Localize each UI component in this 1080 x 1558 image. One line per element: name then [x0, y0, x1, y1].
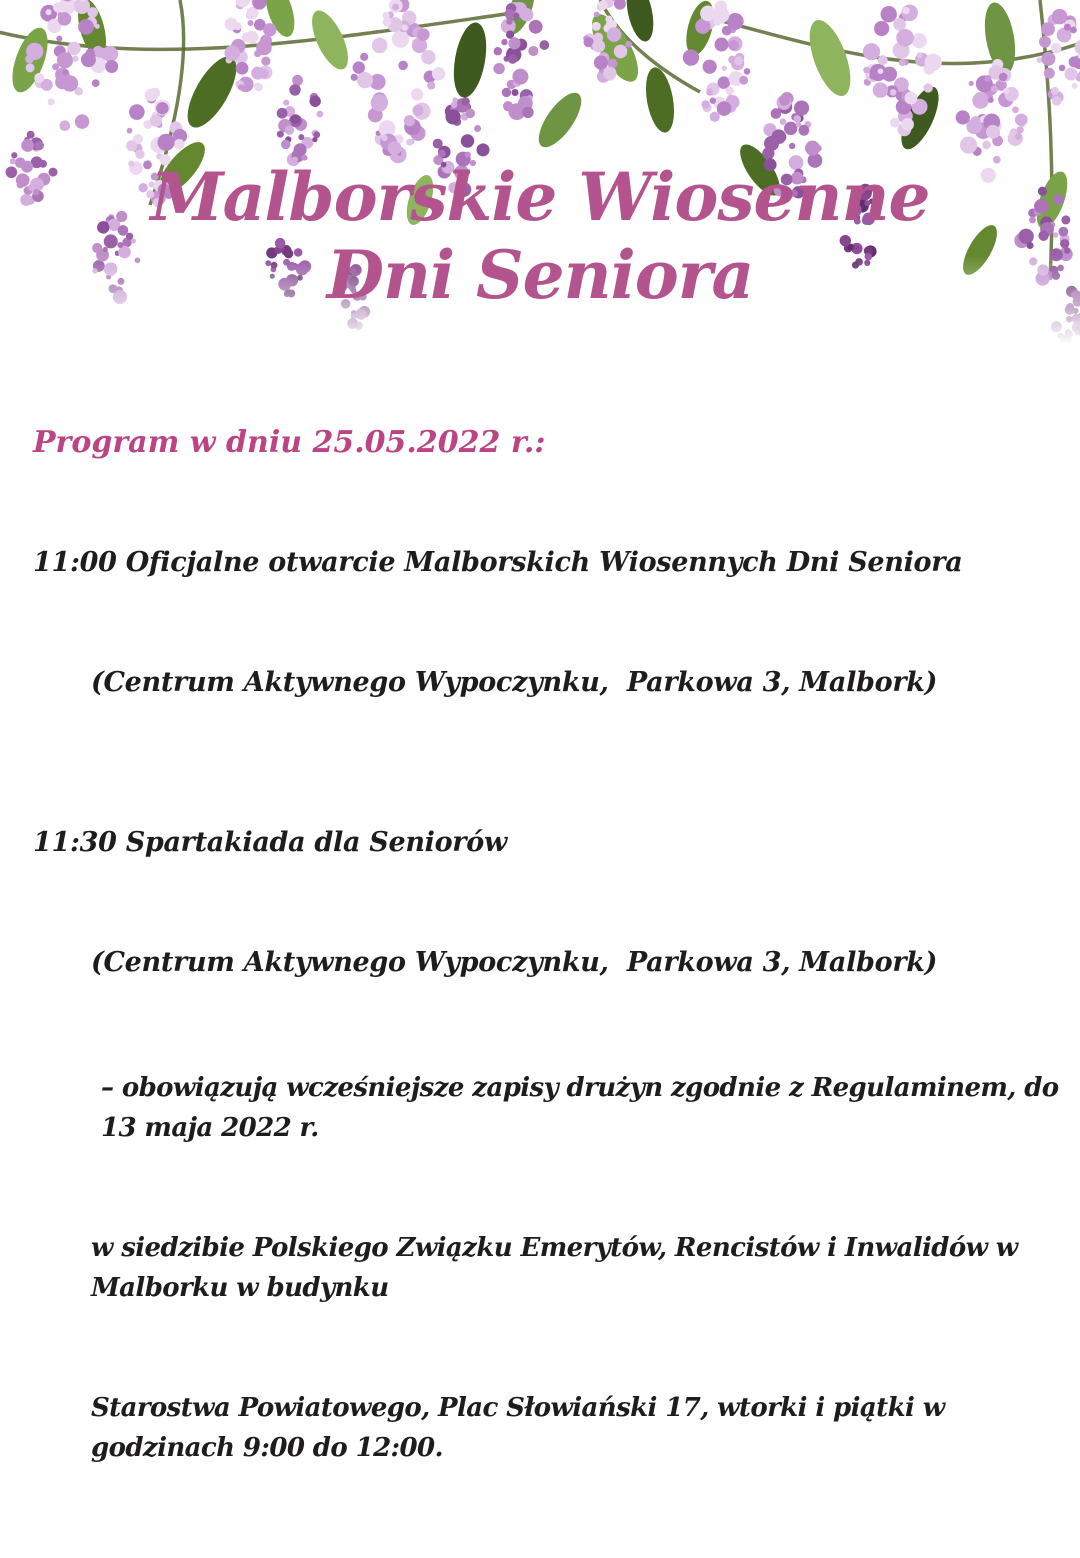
program-header-day1: Program w dniu 25.05.2022 r.: [33, 425, 546, 460]
program-line: (Centrum Aktywnego Wypoczynku, Parkowa 3, Malbork) [91, 947, 938, 978]
program-line: 11:30 Spartakiada dla Seniorów [33, 827, 507, 858]
page-title [0, 0, 1080, 314]
program-line: – obowiązują wcześniejsze zapisy drużyn zgodnie z Regulaminem, do 13 maja 2022 r. [101, 1073, 1067, 1143]
program-line: Starostwa Powiatowego, Plac Słowiański 17, wtorki i piątki w godzinach 9:00 do 12:00. [91, 1393, 953, 1463]
program-line: w siedzibie Polskiego Związku Emerytów, Rencistów i Inwalidów w Malborku w budynku [91, 1233, 1027, 1303]
title-line1: Malborskie Wiosenne [150, 158, 930, 236]
title-line2: Dni Seniora [326, 236, 754, 314]
program-line: (Centrum Aktywnego Wypoczynku, Parkowa 3, Malbork) [91, 667, 938, 698]
program [0, 314, 1080, 1558]
program-line: 11:00 Oficjalne otwarcie Malborskich Wiosennych Dni Seniora [33, 547, 963, 578]
